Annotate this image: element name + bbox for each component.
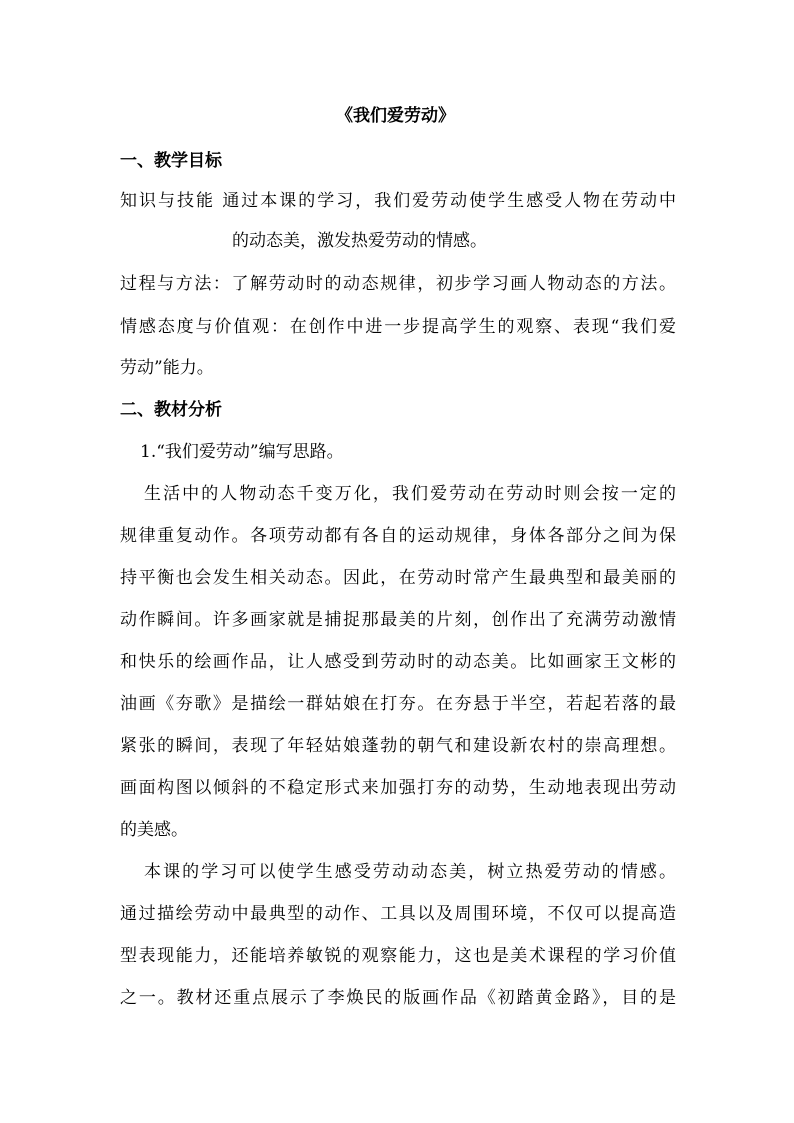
- text-line: 和快乐的绘画作品，让人感受到劳动时的动态美。比如画家王文彬的: [120, 652, 676, 672]
- text-line: 的美感。: [120, 820, 188, 840]
- text-line: 生活中的人物动态千变万化，我们爱劳动在劳动时则会按一定的: [144, 484, 676, 504]
- document-title: 《我们爱劳动》: [336, 106, 455, 126]
- text-line: 持平衡也会发生相关动态。因此，在劳动时常产生最典型和最美丽的: [120, 568, 676, 588]
- section-heading-objectives: 一、教学目标: [120, 151, 222, 171]
- text-line: 之一。教材还重点展示了李焕民的版画作品《初踏黄金路》，目的是: [120, 988, 676, 1008]
- section-heading-analysis: 二、教材分析: [120, 400, 222, 420]
- text-line: 通过描绘劳动中最典型的动作、工具以及周围环境，不仅可以提高造: [120, 904, 676, 924]
- text-line: 型表现能力，还能培养敏锐的观察能力，这也是美术课程的学习价值: [120, 946, 676, 966]
- text-line: 情感态度与价值观：在创作中进一步提高学生的观察、表现“我们爱: [120, 317, 676, 337]
- text-line: 动作瞬间。许多画家就是捕捉那最美的片刻，创作出了充满劳动激情: [120, 610, 676, 630]
- subheading: 1.“我们爱劳动”编写思路。: [140, 442, 344, 462]
- text-line: 劳动”能力。: [120, 358, 214, 378]
- text-line: 本课的学习可以使学生感受劳动动态美，树立热爱劳动的情感。: [144, 862, 676, 882]
- text-line: 画面构图以倾斜的不稳定形式来加强打夯的动势，生动地表现出劳动: [120, 778, 676, 798]
- text-line: 知识与技能 通过本课的学习，我们爱劳动使学生感受人物在劳动中: [120, 191, 676, 211]
- text-line: 的动态美，激发热爱劳动的情感。: [232, 231, 487, 251]
- text-line: 规律重复动作。各项劳动都有各自的运动规律，身体各部分之间为保: [120, 526, 676, 546]
- text-line: 紧张的瞬间，表现了年轻姑娘蓬勃的朝气和建设新农村的崇高理想。: [120, 736, 676, 756]
- text-line: 过程与方法：了解劳动时的动态规律，初步学习画人物动态的方法。: [120, 274, 676, 294]
- text-line: 油画《夯歌》是描绘一群姑娘在打夯。在夯悬于半空，若起若落的最: [120, 694, 676, 714]
